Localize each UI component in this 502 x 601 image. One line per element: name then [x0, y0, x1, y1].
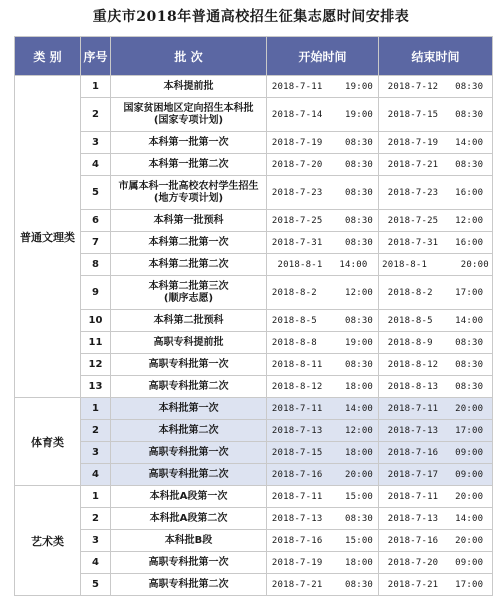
end-time-cell: 2018-7-11 20:00 — [379, 398, 493, 420]
seq-cell: 12 — [81, 354, 111, 376]
table-row — [15, 232, 493, 254]
end-time-cell: 2018-8-13 08:30 — [379, 376, 493, 398]
batch-cell: 本科第二批预科 — [111, 310, 267, 332]
table-row — [15, 552, 493, 574]
batch-cell: 本科批第二次 — [111, 420, 267, 442]
end-time-cell: 2018-8-2 17:00 — [379, 276, 493, 310]
header-end-time: 结束时间 — [379, 37, 493, 76]
start-time-cell: 2018-7-15 18:00 — [267, 442, 379, 464]
start-time-cell: 2018-7-13 12:00 — [267, 420, 379, 442]
start-time-cell: 2018-7-11 15:00 — [267, 486, 379, 508]
table-row — [15, 332, 493, 354]
seq-cell: 4 — [81, 154, 111, 176]
batch-cell: 本科第二批第一次 — [111, 232, 267, 254]
start-time-cell: 2018-7-25 08:30 — [267, 210, 379, 232]
start-time-cell: 2018-7-13 08:30 — [267, 508, 379, 530]
seq-cell: 2 — [81, 508, 111, 530]
start-time-cell: 2018-7-11 14:00 — [267, 398, 379, 420]
end-time-cell: 2018-7-16 09:00 — [379, 442, 493, 464]
seq-cell: 8 — [81, 254, 111, 276]
seq-cell: 5 — [81, 176, 111, 210]
batch-cell: 高职专科批第一次 — [111, 552, 267, 574]
end-time-cell: 2018-7-11 20:00 — [379, 486, 493, 508]
seq-cell: 1 — [81, 486, 111, 508]
batch-cell: 本科第一批第一次 — [111, 132, 267, 154]
table-row — [15, 420, 493, 442]
start-time-cell: 2018-7-19 08:30 — [267, 132, 379, 154]
table-row — [15, 132, 493, 154]
end-time-cell: 2018-7-17 09:00 — [379, 464, 493, 486]
table-row — [15, 76, 493, 98]
start-time-cell: 2018-7-20 08:30 — [267, 154, 379, 176]
table-row — [15, 154, 493, 176]
table-row — [15, 508, 493, 530]
table-row — [15, 530, 493, 552]
table-row — [15, 98, 493, 132]
batch-cell: 本科批第一次 — [111, 398, 267, 420]
end-time-cell: 2018-7-13 14:00 — [379, 508, 493, 530]
end-time-cell: 2018-7-31 16:00 — [379, 232, 493, 254]
seq-cell: 3 — [81, 442, 111, 464]
start-time-cell: 2018-7-31 08:30 — [267, 232, 379, 254]
batch-cell: 本科提前批 — [111, 76, 267, 98]
table-row — [15, 376, 493, 398]
table-row — [15, 464, 493, 486]
batch-cell: 本科批A段第一次 — [111, 486, 267, 508]
start-time-cell: 2018-7-19 18:00 — [267, 552, 379, 574]
seq-cell: 9 — [81, 276, 111, 310]
end-time-cell: 2018-7-20 09:00 — [379, 552, 493, 574]
batch-cell: 高职专科批第二次 — [111, 464, 267, 486]
seq-cell: 1 — [81, 76, 111, 98]
start-time-cell: 2018-7-16 15:00 — [267, 530, 379, 552]
batch-cell: 本科第一批第二次 — [111, 154, 267, 176]
page-title: 重庆市2018年普通高校招生征集志愿时间安排表 — [92, 9, 410, 25]
table-row — [15, 574, 493, 596]
end-time-cell: 2018-7-21 17:00 — [379, 574, 493, 596]
batch-cell: 本科第二批第二次 — [111, 254, 267, 276]
seq-cell: 7 — [81, 232, 111, 254]
seq-cell: 13 — [81, 376, 111, 398]
start-time-cell: 2018-7-16 20:00 — [267, 464, 379, 486]
seq-cell: 4 — [81, 552, 111, 574]
end-time-cell: 2018-7-12 08:30 — [379, 76, 493, 98]
end-time-cell: 2018-7-25 12:00 — [379, 210, 493, 232]
end-time-cell: 2018-7-21 08:30 — [379, 154, 493, 176]
start-time-cell: 2018-7-11 19:00 — [267, 76, 379, 98]
header-category: 类 别 — [15, 37, 81, 76]
header-start-time: 开始时间 — [267, 37, 379, 76]
table-row — [15, 276, 493, 310]
batch-cell: 本科批B段 — [111, 530, 267, 552]
seq-cell: 1 — [81, 398, 111, 420]
start-time-cell: 2018-8-2 12:00 — [267, 276, 379, 310]
start-time-cell: 2018-8-1 14:00 — [267, 254, 379, 276]
end-time-cell: 2018-8-12 08:30 — [379, 354, 493, 376]
seq-cell: 2 — [81, 420, 111, 442]
end-time-cell: 2018-7-23 16:00 — [379, 176, 493, 210]
start-time-cell: 2018-8-11 08:30 — [267, 354, 379, 376]
header-row — [15, 37, 493, 76]
category-cell: 普通文理类 — [15, 76, 81, 398]
start-time-cell: 2018-7-14 19:00 — [267, 98, 379, 132]
table-row — [15, 486, 493, 508]
seq-cell: 4 — [81, 464, 111, 486]
batch-cell: 本科第二批第三次 (顺序志愿) — [111, 276, 267, 310]
end-time-cell: 2018-8-1 20:00 — [379, 254, 493, 276]
batch-cell: 市属本科一批高校农村学生招生 (地方专项计划) — [111, 176, 267, 210]
start-time-cell: 2018-8-5 08:30 — [267, 310, 379, 332]
schedule-body — [15, 76, 493, 596]
seq-cell: 6 — [81, 210, 111, 232]
start-time-cell: 2018-8-12 18:00 — [267, 376, 379, 398]
batch-cell: 国家贫困地区定向招生本科批 (国家专项计划) — [111, 98, 267, 132]
header-batch: 批 次 — [111, 37, 267, 76]
end-time-cell: 2018-7-19 14:00 — [379, 132, 493, 154]
batch-cell: 高职专科批第二次 — [111, 376, 267, 398]
category-cell: 体育类 — [15, 398, 81, 486]
batch-cell: 本科批A段第二次 — [111, 508, 267, 530]
start-time-cell: 2018-7-23 08:30 — [267, 176, 379, 210]
start-time-cell: 2018-7-21 08:30 — [267, 574, 379, 596]
seq-cell: 3 — [81, 132, 111, 154]
category-cell: 艺术类 — [15, 486, 81, 596]
table-row — [15, 398, 493, 420]
end-time-cell: 2018-7-13 17:00 — [379, 420, 493, 442]
batch-cell: 高职专科批第二次 — [111, 574, 267, 596]
batch-cell: 高职专科批第一次 — [111, 354, 267, 376]
end-time-cell: 2018-7-16 20:00 — [379, 530, 493, 552]
seq-cell: 3 — [81, 530, 111, 552]
seq-cell: 5 — [81, 574, 111, 596]
table-row — [15, 210, 493, 232]
header-seq: 序号 — [81, 37, 111, 76]
seq-cell: 11 — [81, 332, 111, 354]
table-row — [15, 176, 493, 210]
end-time-cell: 2018-8-5 14:00 — [379, 310, 493, 332]
seq-cell: 2 — [81, 98, 111, 132]
table-row — [15, 442, 493, 464]
table-row — [15, 310, 493, 332]
batch-cell: 高职专科提前批 — [111, 332, 267, 354]
start-time-cell: 2018-8-8 19:00 — [267, 332, 379, 354]
end-time-cell: 2018-8-9 08:30 — [379, 332, 493, 354]
schedule-table — [14, 36, 493, 596]
end-time-cell: 2018-7-15 08:30 — [379, 98, 493, 132]
batch-cell: 高职专科批第一次 — [111, 442, 267, 464]
batch-cell: 本科第一批预科 — [111, 210, 267, 232]
table-row — [15, 254, 493, 276]
seq-cell: 10 — [81, 310, 111, 332]
table-row — [15, 354, 493, 376]
